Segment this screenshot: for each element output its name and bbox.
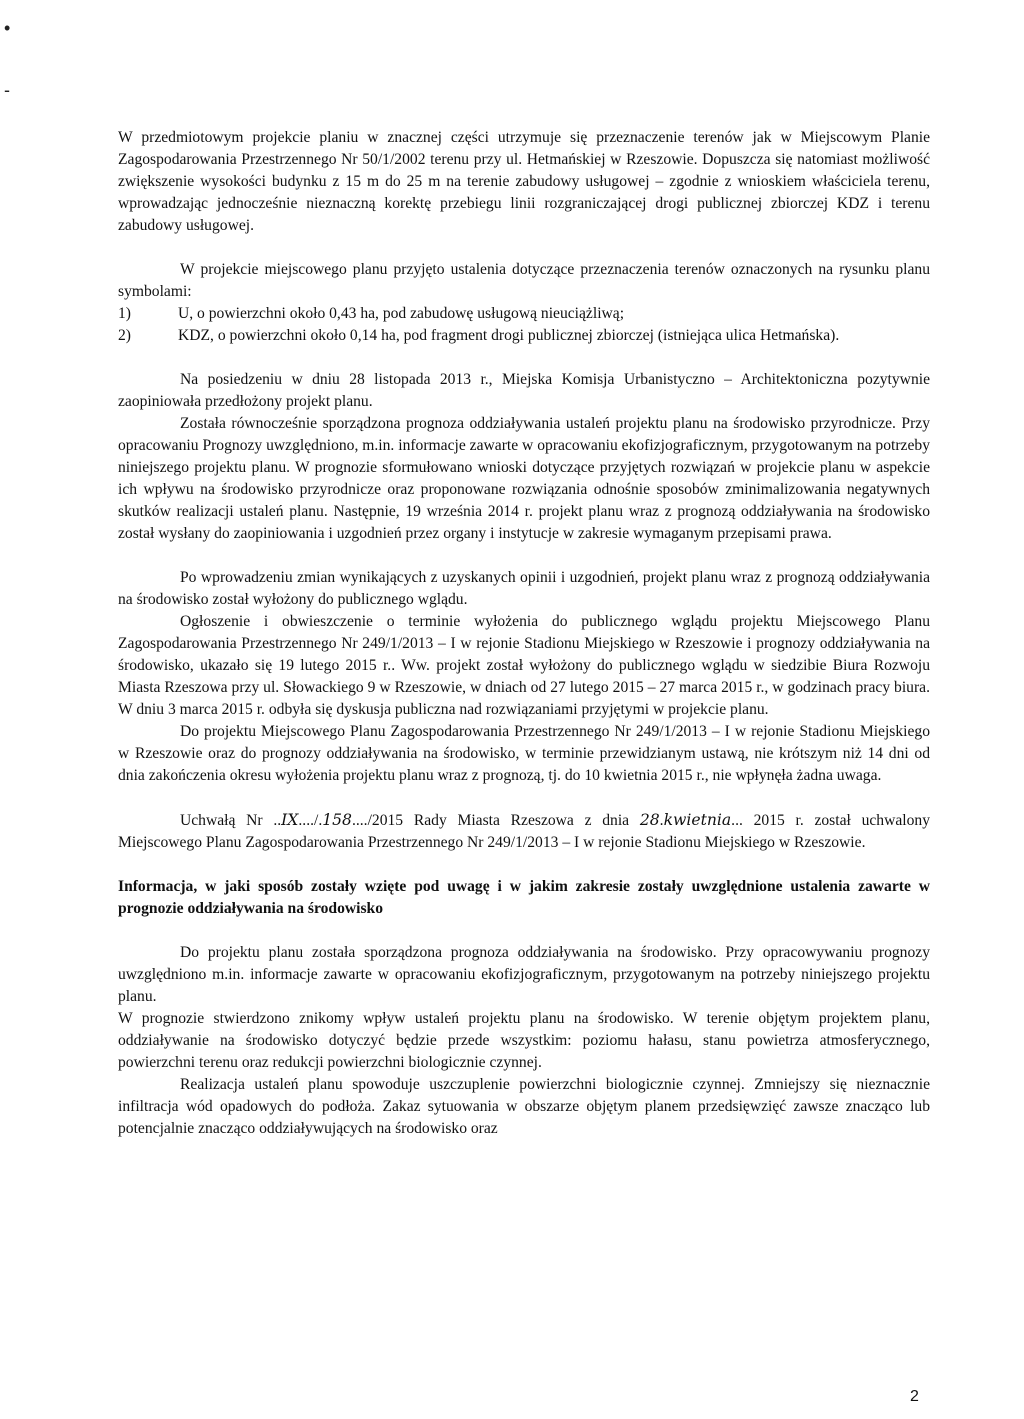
handwritten-number: 158 — [322, 811, 352, 829]
handwritten-month: kwietnia — [663, 811, 732, 829]
paragraph-resolution — [118, 809, 930, 854]
list-item — [118, 303, 930, 325]
paragraph-announcement: Ogłoszenie i obwieszczenie o terminie wyłożenia do publicznego wglądu projektu Miejscowego Planu Zagospodarowania Przestrzennego Nr 249/1/2013 – I w rejonie Stadionu Miejskiego w Rzeszowie i prognozy oddziaływania na środowisko, ukazało się 19 lutego 2015 r.. Ww. projekt został wyłożony do publicznego wglądu w siedzibie Biura Rozwoju Miasta Rzeszowa przy ul. Słowackiego 9 w Rzeszowie, w dniach od 27 lutego 2015 – 27 marca 2015 r., w godzinach pracy biura. W dniu 3 marca 2015 r. odbyła się dyskusja publiczna nad rozwiązaniami przyjętymi w projekcie planu. — [118, 613, 930, 718]
designation-list — [118, 303, 930, 347]
section-heading: Informacja, w jaki sposób zostały wzięte pod uwagę i w jakim zakresie zostały uwzględnione ustalenia zawarte w prognozie oddziaływania na środowisko — [118, 878, 930, 917]
list-item-text: U, o powierzchni około 0,43 ha, pod zabudowę usługową nieuciążliwą; — [178, 305, 625, 322]
resolution-text: ..../2015 Rady Miasta Rzeszowa z dnia — [351, 812, 640, 829]
page-number: 2 — [910, 1388, 919, 1405]
handwritten-day: 28 — [639, 811, 660, 829]
resolution-text: ..../. — [298, 812, 323, 829]
resolution-text: . — [659, 812, 664, 829]
paragraph-remarks: Do projektu Miejscowego Planu Zagospodarowania Przestrzennego Nr 249/1/2013 – I w rejonie Stadionu Miejskiego w Rzeszowie oraz do prognozy oddziaływania na środowisko, w terminie przewidzianym ustawą, nie krótszym niż 14 dni od dnia zakończenia okresu wyłożenia projektu planu wraz z prognozą, tj. do 10 kwietnia 2015 r., nie wpłynęła żadna uwaga. — [118, 723, 930, 784]
paragraph-forecast-prepared: Do projektu planu została sporządzona prognoza oddziaływania na środowisko. Przy opracowywaniu prognozy uwzględniono m.in. informacje zawarte w opracowaniu ekofizjograficznym, przygotowanym na potrzeby niniejszego projektu planu. — [118, 944, 930, 1005]
paragraph-forecast-findings: W prognozie stwierdzono znikomy wpływ ustaleń projektu planu na środowisko. W terenie objętym projektem planu, oddziaływanie na środowisko dotyczyć będzie przede wszystkim: poziomu hałasu, stanu powietrza atmosferycznego, powierzchni terenu oraz redukcji powierzchni biologicznie czynnej. — [118, 1010, 930, 1071]
list-item-text: KDZ, o powierzchni około 0,14 ha, pod fragment drogi publicznej zbiorczej (istniejąca ulica Hetmańska). — [178, 327, 840, 344]
scan-dot-mark: • — [4, 18, 11, 38]
paragraph-commission: Na posiedzeniu w dniu 28 listopada 2013 r., Miejska Komisja Urbanistyczno – Architektoniczna pozytywnie zaopiniowała przedłożony projekt planu. — [118, 371, 930, 410]
list-item — [118, 325, 930, 347]
paragraph-plan-designations: W projekcie miejscowego planu przyjęto ustalenia dotyczące przeznaczenia terenów oznaczonych na rysunku planu symbolami: — [118, 261, 930, 300]
handwritten-number: IX — [281, 811, 299, 829]
resolution-text: Uchwałą Nr .. — [180, 812, 282, 829]
paragraph-plan-scope: W przedmiotowym projekcie planiu w znacznej części utrzymuje się przeznaczenie terenów jak w Miejscowym Planie Zagospodarowania Przestrzennego Nr 50/1/2002 terenu przy ul. Hetmańskiej w Rzeszowie. Dopuszcza się natomiast możliwość zwiększenie wysokości budynku z 15 m do 25 m na terenie zabudowy usługowej – zgodnie z wnioskiem właściciela terenu, wprowadzając jednocześnie nieznaczną korektę przebiegu linii rozgraniczającej drogi publicznej zbiorczej KDZ i terenu zabudowy usługowej. — [118, 129, 930, 234]
paragraph-forecast: Została równocześnie sporządzona prognoza oddziaływania ustaleń projektu planu na środowisko przyrodnicze. Przy opracowaniu Prognozy uwzględniono, m.in. informacje zawarte w opracowaniu ekofizjograficznym, przygotowanym na potrzeby niniejszego projektu planu. W prognozie sformułowano wnioski dotyczące przyjętych rozwiązań w projekcie planu w aspekcie ich wpływu na środowisko przyrodnicze oraz proponowane rozwiązania odnośnie sposobów zminimalizowania negatywnych skutków realizacji ustaleń planu. Następnie, 19 września 2014 r. projekt planu wraz z prognozą oddziaływania na środowisko został wysłany do zaopiniowania i uzgodnień przez organy i instytucje w zakresie wymaganym przepisami prawa. — [118, 415, 930, 542]
list-item-number: 1) — [118, 305, 131, 322]
paragraph-exhibition: Po wprowadzeniu zmian wynikających z uzyskanych opinii i uzgodnień, projekt planu wraz z prognozą oddziaływania na środowisko został wyłożony do publicznego wglądu. — [118, 569, 930, 608]
scan-dash-mark: - — [4, 80, 10, 100]
resolution-text: ... 2015 r. został uchwalony Miejscowego Planu Zagospodarowania Przestrzennego Nr 249/1/2013 – I w rejonie Stadionu Miejskiego w Rzeszowie. — [118, 812, 930, 851]
paragraph-realization: Realizacja ustaleń planu spowoduje uszczuplenie powierzchni biologicznie czynnej. Zmniejszy się nieznacznie infiltracja wód opadowych do podłoża. Zakaz sytuowania w obszarze objętym planem przedsięwzięć zawsze znacząco lub potencjalnie znacząco oddziaływujących na środowisko oraz — [118, 1076, 930, 1137]
list-item-number: 2) — [118, 327, 131, 344]
document-body — [118, 127, 930, 1140]
